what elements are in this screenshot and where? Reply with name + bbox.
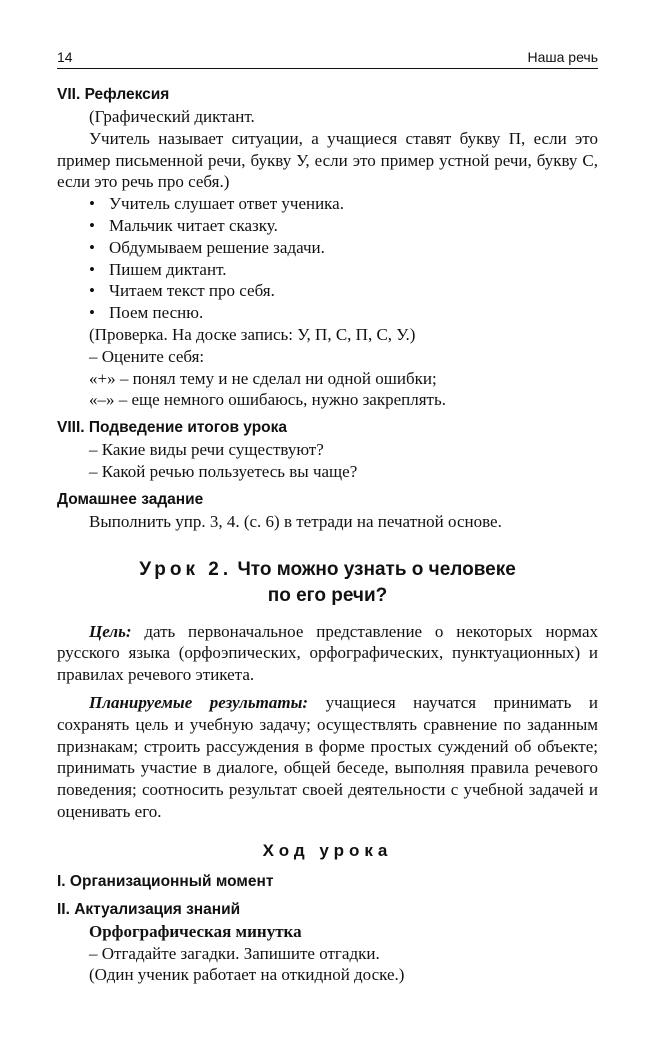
results-paragraph	[57, 692, 598, 823]
list-item: • Поем песню.	[89, 303, 204, 323]
situation-list	[57, 193, 598, 324]
riddle-task: – Отгадайте загадки. Запишите отгадки.	[89, 943, 380, 963]
minus-line: «–» – еще немного ошибаюсь, нужно закреплять.	[89, 390, 446, 410]
course-heading: Ход урока	[262, 840, 393, 860]
page-number: 14	[57, 49, 73, 65]
homework-text: Выполнить упр. 3, 4. (с. 6) в тетради на печатной основе.	[89, 511, 502, 531]
section-summary-heading: VIII. Подведение итогов урока	[57, 419, 288, 437]
goal-text: дать первоначальное представление о некоторых нормах русского языка (орфоэпических, орфографических, пунктуационных) и правилах речевого этикета.	[57, 621, 598, 685]
lesson-title-line1: Что можно узнать о человеке	[237, 558, 516, 580]
homework-heading: Домашнее задание	[57, 490, 204, 508]
list-item: • Обдумываем решение задачи.	[89, 237, 325, 257]
list-item: • Учитель слушает ответ ученика.	[89, 194, 344, 214]
lesson-title	[57, 557, 598, 609]
summary-question: – Какие виды речи существуют?	[89, 440, 324, 460]
results-label: Планируемые результаты:	[89, 692, 309, 712]
riddle-note: (Один ученик работает на откидной доске.)	[89, 965, 405, 985]
self-eval-line: – Оцените себя:	[89, 346, 205, 366]
lesson-title-line2: по его речи?	[267, 584, 388, 606]
goal-paragraph	[57, 621, 598, 686]
list-item: • Пишем диктант.	[89, 259, 227, 279]
plus-line: «+» – понял тему и не сделал ни одной ошибки;	[89, 368, 437, 388]
reflection-intro: (Графический диктант.	[89, 107, 255, 126]
spelling-heading: Орфографическая минутка	[89, 921, 302, 941]
summary-question: – Какой речью пользуетесь вы чаще?	[89, 461, 358, 481]
goal-label: Цель:	[89, 621, 132, 641]
list-item: • Мальчик читает сказку.	[89, 215, 278, 235]
list-item: • Читаем текст про себя.	[89, 281, 275, 301]
page-header	[57, 46, 598, 69]
page-content	[57, 84, 598, 986]
section-reflection-heading: VII. Рефлексия	[57, 86, 170, 103]
results-text: учащиеся научатся принимать и сохранять цель и учебную задачу; осуществлять сравнение по заданным признакам; строить рассуждения в форме простых суждений об объекте; принимать участие в диалоге, общей беседе, выполняя правила речевого поведения; соотносить результат своей деятельности с учебной задачей и оценивать его.	[57, 692, 598, 821]
reflection-instruction: Учитель называет ситуации, а учащиеся ставят букву П, если это пример письменной речи, букву У, если это пример устной речи, букву С, если это речь про себя.)	[57, 128, 598, 192]
section-org-heading: I. Организационный момент	[57, 872, 274, 890]
lesson-number: Урок 2.	[139, 558, 233, 580]
check-line: (Проверка. На доске запись: У, П, С, П, С, У.)	[89, 324, 416, 344]
section-actualization-heading: II. Актуализация знаний	[57, 900, 241, 918]
running-title: Наша речь	[527, 49, 598, 65]
